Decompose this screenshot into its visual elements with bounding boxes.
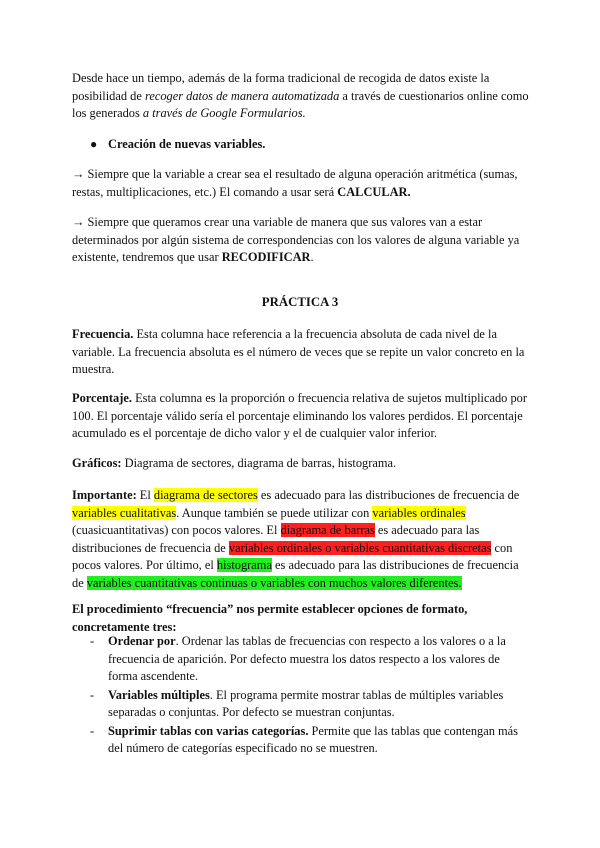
importante-label: Importante:: [72, 488, 137, 502]
options-list: [72, 633, 532, 759]
option-label: Variables múltiples: [108, 687, 210, 702]
option-label: Ordenar por: [108, 634, 176, 648]
importante-text-6: con pocos valores. Por último, el: [72, 540, 513, 572]
dash-bullet: -: [90, 723, 95, 738]
frecuencia-paragraph: [72, 326, 532, 379]
importante-text-3: . Aunque también se puede utilizar con: [176, 505, 373, 520]
option-text: . El programa permite mostrar tablas de múltiples variables separadas o conjuntas. Por defecto se muestran conjuntas.: [108, 687, 504, 719]
importante-paragraph: [72, 487, 532, 592]
calcular-command: CALCULAR.: [337, 184, 411, 199]
calcular-paragraph: [72, 166, 532, 201]
graficos-text: Diagrama de sectores, diagrama de barras, histograma.: [121, 456, 397, 470]
intro-emphasis-1: recoger datos de manera automatizada: [144, 88, 340, 103]
highlight-diagrama-sectores: diagrama de sectores: [153, 488, 258, 502]
calcular-text: → Siempre que la variable a crear sea el resultado de alguna operación aritmética (sumas, restas, multiplicaciones, etc.) El comando a usar será: [72, 167, 518, 199]
intro-paragraph: [72, 70, 532, 123]
porcentaje-paragraph: [72, 390, 532, 443]
importante-text-7: es adecuado para las distribuciones de frecuencia de: [72, 558, 519, 590]
intro-text-2: a través de cuestionarios online como los generados: [72, 88, 529, 120]
porcentaje-label: Porcentaje.: [72, 391, 132, 405]
list-item: [72, 687, 532, 722]
highlight-variables-continuas: variables cuantitativas continuas o variables con muchos valores diferentes.: [86, 575, 462, 590]
highlight-variables-cualitativas: variables cualitativas: [72, 505, 177, 520]
option-text: . Ordenar las tablas de frecuencias con respecto a los valores o a la frecuencia de aparición. Por defecto muestra los datos respecto a los valores de forma ascendente.: [108, 634, 506, 683]
recodificar-end: .: [310, 250, 314, 264]
frecuencia-text: Esta columna hace referencia a la frecuencia absoluta de cada nivel de la variable. La frecuencia absoluta es el número de veces que se repite un valor concreto en la muestra.: [72, 327, 525, 376]
list-item: [72, 723, 532, 758]
graficos-paragraph: [72, 455, 532, 473]
porcentaje-text: Esta columna es la proporción o frecuencia relativa de sujetos multiplicado por 100. El porcentaje válido sería el porcentaje eliminando los valores perdidos. El porcentaje acumulado es el porcentaje de dicho valor y el de cualquier valor inferior.: [72, 391, 527, 440]
highlight-variables-ordinales: variables ordinales: [372, 505, 466, 520]
list-item: [72, 633, 532, 686]
importante-text-4: (cuasicuantitativas) con pocos valores. El: [72, 523, 281, 537]
highlight-histograma: histograma: [216, 558, 272, 572]
importante-text-1: El: [136, 488, 154, 502]
recodificar-text: → Siempre que queramos crear una variable de manera que sus valores van a estar determinados por algún sistema de correspondencias con los valores de alguna variable ya existente, tendremos que usar: [72, 215, 520, 264]
procedimiento-title: El procedimiento “frecuencia” nos permite establecer opciones de formato, concretamente tres:: [72, 602, 468, 634]
dash-bullet: -: [90, 687, 95, 702]
option-label: Suprimir tablas con varias categorías.: [108, 723, 309, 738]
intro-text-1: Desde hace un tiempo, además de la forma tradicional de recogida de datos existe la posibilidad de: [72, 71, 490, 103]
bullet-icon: ●: [90, 137, 98, 151]
option-text: Permite que las tablas que contengan más del número de categorías especificado no se muestren.: [108, 723, 518, 755]
graficos-label: Gráficos:: [72, 456, 122, 470]
page-title: PRÁCTICA 3: [261, 295, 339, 309]
highlight-variables-discretas: variables ordinales o variables cuantitativas discretas: [228, 540, 492, 555]
intro-emphasis-2: a través de Google Formularios.: [142, 106, 306, 120]
importante-text-2: es adecuado para las distribuciones de frecuencia de: [257, 488, 520, 502]
recodificar-paragraph: [72, 214, 532, 267]
dash-bullet: -: [90, 634, 95, 648]
importante-text-5: es adecuado para las distribuciones de frecuencia de: [72, 523, 480, 555]
recodificar-command: RECODIFICAR: [221, 250, 311, 264]
highlight-diagrama-barras: diagrama de barras: [280, 523, 375, 537]
frecuencia-label: Frecuencia.: [72, 327, 134, 341]
bullet-heading: Creación de nuevas variables.: [108, 137, 266, 151]
